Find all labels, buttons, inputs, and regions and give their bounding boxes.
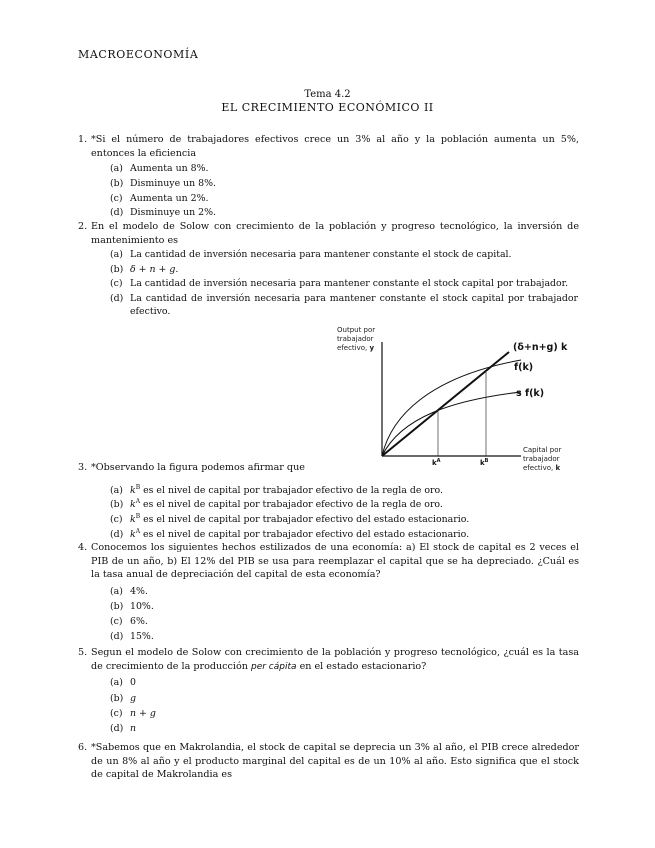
y-axis-label-line3: efectivo, y [337,344,375,352]
question-text: *Si el número de trabajadores efectivos crece un 3% al año y la población aumenta un 5%, entonces la eficiencia [91,134,579,159]
question-number: 3. [78,462,88,473]
option-3b: (b) $k^A$ es el nivel de capital por trabajador efectivo de la regla de oro. [110,498,443,511]
option-3a: (a) $k^B$ es el nivel de capital por trabajador efectivo de la regla de oro. [110,484,443,497]
question-number: 5. [78,647,88,658]
kA-label: $k^A$ [432,458,441,467]
option-5d: (d) n [110,723,137,734]
fk-label: f(k) [514,362,534,373]
option-2d: (d) La cantidad de inversión necesaria para mantener constante el stock capital por trabajador efectivo. [110,293,578,317]
question-text: En el modelo de Solow con crecimiento de la población y progreso tecnológico, la inversión de mantenimiento es [91,221,579,246]
sfk-curve [382,392,521,456]
question-1 [78,133,579,160]
option-4a: (a) 4%. [110,586,148,597]
option-5b: (b) g [110,693,137,704]
option-4d: (d) 15%. [110,631,154,642]
option-2c: (c) La cantidad de inversión necesaria para mantener constante el stock capital por trabajador. [110,278,569,289]
sfk-label: s f(k) [516,388,545,399]
option-2b: (b) δ + n + g. [110,264,179,275]
question-text: Segun el modelo de Solow con crecimiento de la población y progreso tecnológico, ¿cuál es la tasa de crecimiento de la producción per cápita en el estado estacionario? [91,647,579,672]
kB-label: $k^B$ [480,458,489,467]
option-3d: (d) $k^A$ es el nivel de capital por trabajador efectivo del estado estacionario. [110,528,470,541]
option-2a: (a) La cantidad de inversión necesaria para mantener constante el stock de capital. [110,249,512,260]
question-number: 1. [78,134,88,145]
solow-diagram [333,322,573,474]
option-1d: (d) Disminuye un 2%. [110,207,217,218]
option-3c: (c) $k^B$ es el nivel de capital por trabajador efectivo del estado estacionario. [110,513,470,526]
x-axis-label-line3: efectivo, k [523,464,561,472]
line-label: (δ+n+g) k [513,342,568,353]
question-number: 4. [78,542,88,553]
option-1a: (a) Aumenta un 8%. [110,163,209,174]
question-text: *Sabemos que en Makrolandia, el stock de capital se deprecia un 3% al año, el PIB crece alrededor de un 8% al año y el producto marginal del capital es de un 10% al año. Esto significa que el stock de capital de Makrolandia es [91,742,579,781]
question-2 [78,220,579,247]
course-header: MACROECONOMÍA [78,48,199,61]
option-5c: (c) n + g [110,708,156,719]
x-axis-label-line2: trabajador [523,455,560,463]
option-1c: (c) Aumenta un 2%. [110,193,209,204]
page-title: EL CRECIMIENTO ECONÓMICO II [221,101,434,114]
question-3 [78,461,351,475]
question-number: 2. [78,221,88,232]
option-5a: (a) 0 [110,677,136,688]
option-1b: (b) Disminuye un 8%. [110,178,217,189]
y-axis-label-line1: Output por [337,326,376,334]
x-axis-label-line1: Capital por [523,446,562,454]
question-5 [78,646,579,674]
question-text: *Observando la figura podemos afirmar que [91,462,305,473]
option-4b: (b) 10%. [110,601,154,612]
question-6 [78,741,579,782]
question-4 [78,541,579,582]
question-text: Conocemos los siguientes hechos estilizados de una economía: a) El stock de capital es 2 veces el PIB de un año, b) El 12% del PIB se usa para reemplazar el capital que se ha depreciado. ¿Cuál es la tasa anual de depreciación del capital de esta economía? [91,542,579,581]
fk-curve [382,360,521,456]
option-4c: (c) 6%. [110,616,148,627]
y-axis-label-line2: trabajador [337,335,374,343]
topic-label: Tema 4.2 [304,89,351,100]
depreciation-line [382,352,509,456]
question-number: 6. [78,742,88,753]
